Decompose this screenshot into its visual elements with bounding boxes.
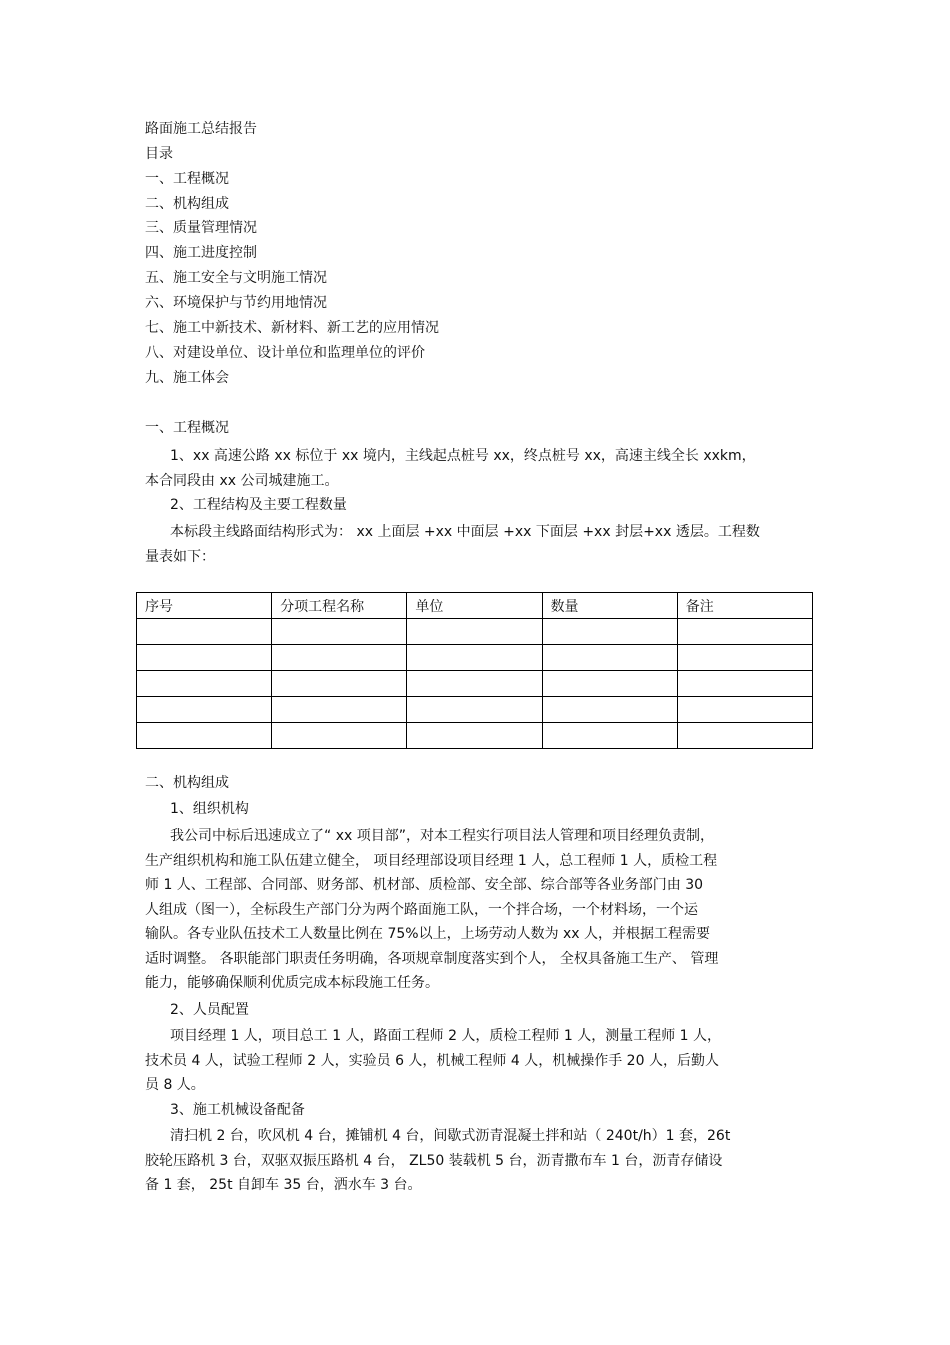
- doc-title: 路面施工总结报告: [145, 121, 257, 137]
- table-cell: [542, 671, 677, 697]
- table-cell: [137, 671, 272, 697]
- section-2-subheading-2: 2、人员配置: [170, 1002, 249, 1018]
- para-line: 人组成（图一），全标段生产部门分为两个路面施工队，一个拌合场，一个材料场，一个运: [145, 901, 698, 918]
- table-cell: [542, 619, 677, 645]
- toc-item: 四、施工进度控制: [145, 245, 257, 261]
- para-line: 项目经理 1 人，项目总工 1 人，路面工程师 2 人，质检工程师 1 人，测量工程师 1 人，: [170, 1028, 722, 1044]
- table-cell: [137, 619, 272, 645]
- toc-item: 三、质量管理情况: [145, 220, 257, 236]
- toc-item: 八、对建设单位、设计单位和监理单位的评价: [145, 345, 425, 361]
- toc-item: 五、施工安全与文明施工情况: [145, 270, 327, 286]
- table-cell: [272, 697, 407, 723]
- para-line: 本标段主线路面结构形式为： xx 上面层 +xx 中面层 +xx 下面层 +xx 封层+xx 透层。工程数: [170, 524, 760, 540]
- table-cell: [272, 671, 407, 697]
- table-cell: [137, 723, 272, 749]
- table-header-cell: 序号: [137, 593, 272, 619]
- table-row: [137, 723, 813, 749]
- table-cell: [272, 645, 407, 671]
- section-2-paragraph-2: [145, 1024, 805, 1098]
- table-row: [137, 619, 813, 645]
- quantity-table: [136, 592, 813, 749]
- toc-heading: 目录: [145, 146, 173, 162]
- section-2-paragraph-1: [145, 824, 805, 996]
- para-line: 量表如下：: [145, 548, 215, 565]
- para-line: 员 8 人。: [145, 1077, 205, 1093]
- table-cell: [272, 723, 407, 749]
- para-line: 我公司中标后迅速成立了“ xx 项目部”，对本工程实行项目法人管理和项目经理负责制，: [170, 828, 714, 844]
- table-row: [137, 671, 813, 697]
- table-cell: [407, 645, 542, 671]
- para-line: 胶轮压路机 3 台，双驱双振压路机 4 台， ZL50 装载机 5 台，沥青撒布车 1 台，沥青存储设: [145, 1152, 723, 1169]
- para-line: 清扫机 2 台，吹风机 4 台，摊铺机 4 台，间歇式沥青混凝土拌和站（ 240t/h）1 套，26t: [170, 1128, 731, 1144]
- section-2-subheading-1: 1、组织机构: [170, 801, 249, 817]
- section-1-paragraph-1: [145, 444, 805, 493]
- table-cell: [542, 723, 677, 749]
- table-header-row: [137, 593, 813, 619]
- table-header-cell: 分项工程名称: [272, 593, 407, 619]
- table-header-cell: 备注: [677, 593, 812, 619]
- table-cell: [272, 619, 407, 645]
- para-line: 本合同段由 xx 公司城建施工。: [145, 472, 339, 489]
- table-cell: [542, 645, 677, 671]
- table-row: [137, 697, 813, 723]
- table-header-cell: 单位: [407, 593, 542, 619]
- section-2-paragraph-3: [145, 1124, 805, 1198]
- table-cell: [677, 697, 812, 723]
- section-1-subheading-2: 2、工程结构及主要工程数量: [170, 497, 347, 513]
- table-cell: [677, 723, 812, 749]
- toc-item: 一、工程概况: [145, 171, 229, 187]
- para-line: 输队。各专业队伍技术工人数量比例在 75%以上，上场劳动人数为 xx 人，并根据工程需要: [145, 926, 711, 942]
- table-header-cell: 数量: [542, 593, 677, 619]
- toc-item: 七、施工中新技术、新材料、新工艺的应用情况: [145, 320, 439, 336]
- section-1-paragraph-2: [145, 520, 805, 569]
- para-line: 1、xx 高速公路 xx 标位于 xx 境内，主线起点桩号 xx，终点桩号 xx，高速主线全长 xxkm，: [170, 448, 756, 464]
- toc-item: 二、机构组成: [145, 196, 229, 212]
- para-line: 适时调整。 各职能部门职责任务明确，各项规章制度落实到个人， 全权具备施工生产、 管理: [145, 950, 719, 967]
- table-cell: [677, 619, 812, 645]
- table-cell: [407, 697, 542, 723]
- para-line: 师 1 人、工程部、合同部、财务部、机材部、质检部、安全部、综合部等各业务部门由 30: [145, 877, 704, 893]
- table-cell: [677, 645, 812, 671]
- table-cell: [407, 619, 542, 645]
- toc-item: 六、环境保护与节约用地情况: [145, 295, 327, 311]
- para-line: 技术员 4 人，试验工程师 2 人，实验员 6 人，机械工程师 4 人，机械操作手 20 人，后勤人: [145, 1052, 719, 1069]
- table-cell: [542, 697, 677, 723]
- para-line: 能力，能够确保顺利优质完成本标段施工任务。: [145, 975, 439, 991]
- section-1-heading: 一、工程概况: [145, 420, 229, 436]
- table-cell: [407, 723, 542, 749]
- section-2-heading: 二、机构组成: [145, 775, 229, 791]
- table-cell: [137, 697, 272, 723]
- table-cell: [137, 645, 272, 671]
- table-cell: [677, 671, 812, 697]
- toc-item: 九、施工体会: [145, 370, 229, 386]
- table-row: [137, 645, 813, 671]
- table-cell: [407, 671, 542, 697]
- section-2-subheading-3: 3、施工机械设备配备: [170, 1102, 305, 1118]
- para-line: 生产组织机构和施工队伍建立健全， 项目经理部设项目经理 1 人，总工程师 1 人，质检工程: [145, 852, 718, 869]
- para-line: 备 1 套， 25t 自卸车 35 台，洒水车 3 台。: [145, 1177, 422, 1193]
